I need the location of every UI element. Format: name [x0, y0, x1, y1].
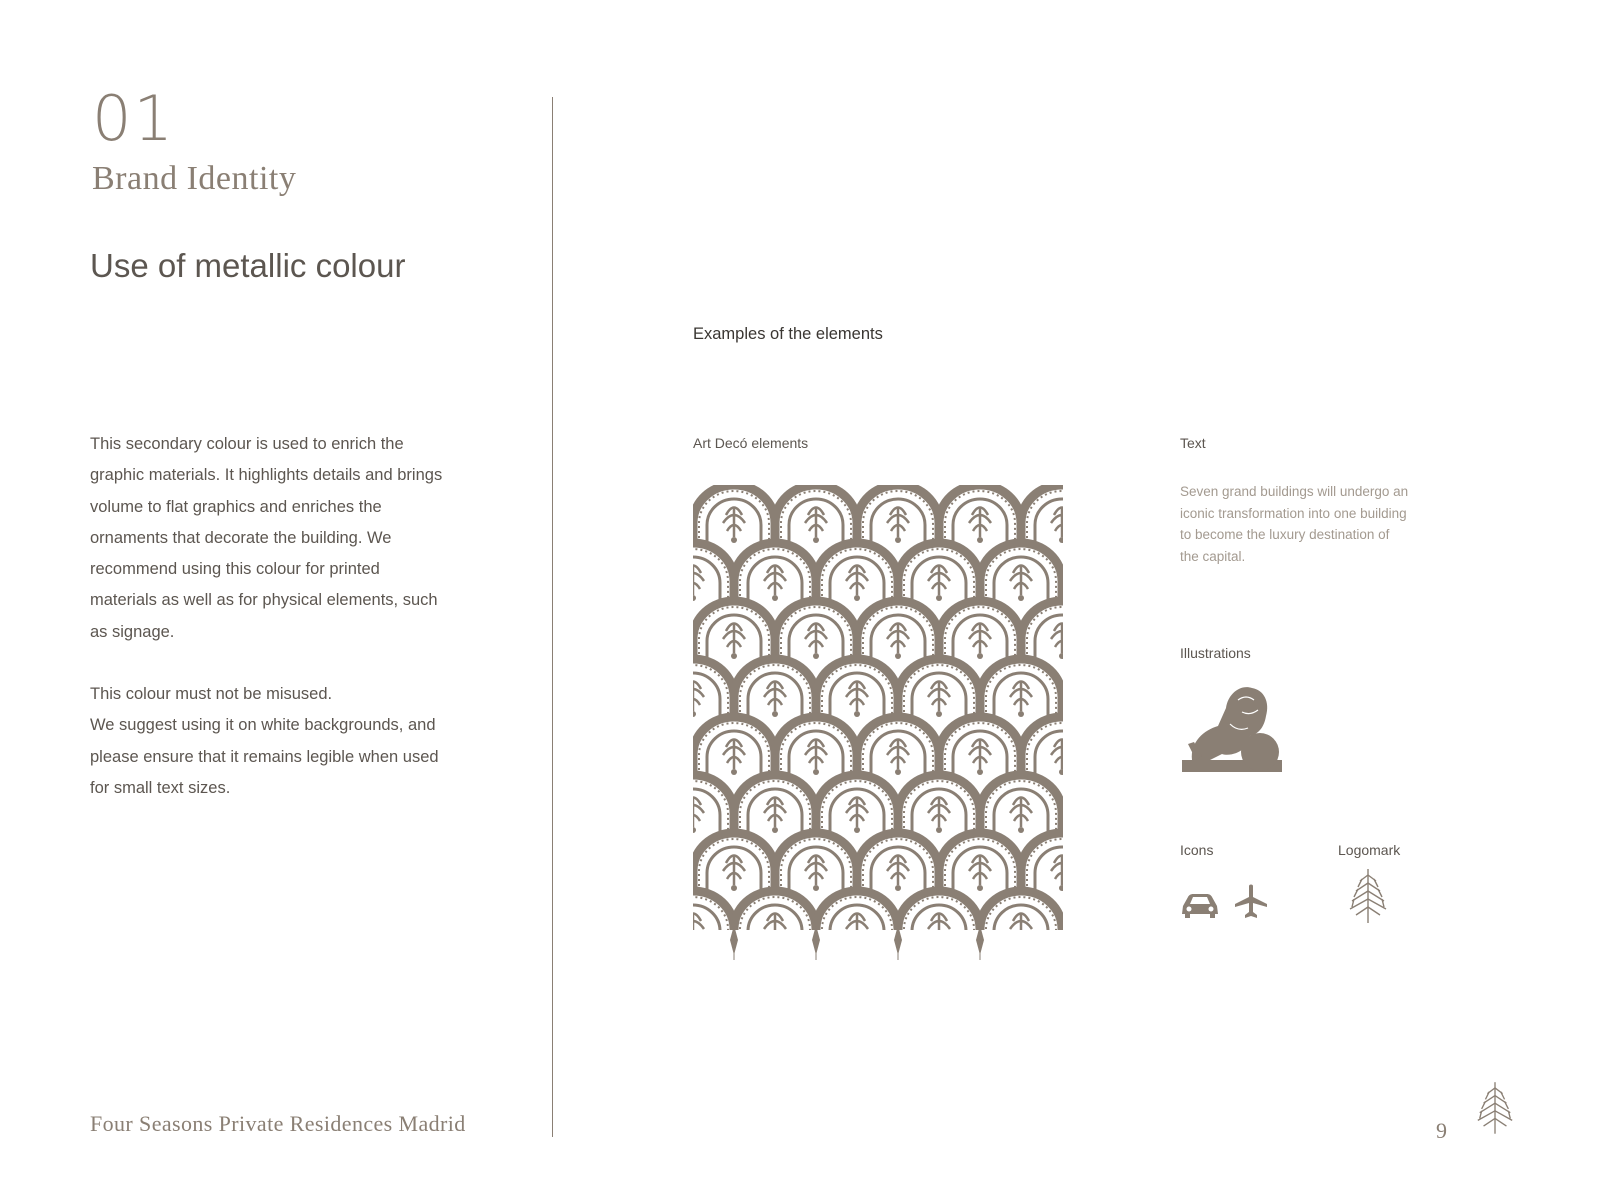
logomark-label: Logomark: [1338, 842, 1401, 858]
section-number: 01: [92, 82, 175, 155]
icons-label: Icons: [1180, 842, 1214, 858]
art-deco-pattern: [693, 485, 1063, 960]
art-deco-label: Art Decó elements: [693, 435, 809, 451]
body-paragraph-2: [90, 679, 450, 804]
page-title: Use of metallic colour: [90, 247, 406, 284]
airplane-icon: [1233, 884, 1269, 920]
car-icon: [1181, 892, 1219, 920]
logomark-tree-icon: [1346, 865, 1390, 925]
column-divider: [552, 97, 553, 1137]
footer-title: Four Seasons Private Residences Madrid: [90, 1111, 466, 1136]
lion-illustration: [1182, 680, 1282, 772]
sample-text: Seven grand buildings will undergo an iconic transformation into one building to become the luxury destination of the capital.: [1180, 484, 1409, 565]
footer-logo-tree-icon: [1474, 1077, 1516, 1137]
paragraph-text: This secondary colour is used to enrich the graphic materials. It highlights details and brings volume to flat graphics and enriches the ornaments that decorate the building. We recommend using this colour for printed materials as well as for physical elements, such as signage.: [90, 435, 443, 641]
paragraph-line: This colour must not be misused.: [90, 685, 333, 703]
text-label: Text: [1180, 435, 1206, 451]
body-paragraph-1: [90, 429, 450, 648]
page-number: 9: [1436, 1118, 1447, 1143]
examples-heading: Examples of the elements: [693, 325, 883, 343]
paragraph-line: We suggest using it on white backgrounds, and please ensure that it remains legible when used for small text sizes.: [90, 716, 439, 797]
section-title: Brand Identity: [92, 160, 297, 197]
pattern-tiles: [693, 485, 1063, 949]
illustrations-label: Illustrations: [1180, 645, 1251, 661]
pattern-drops: [730, 925, 984, 960]
